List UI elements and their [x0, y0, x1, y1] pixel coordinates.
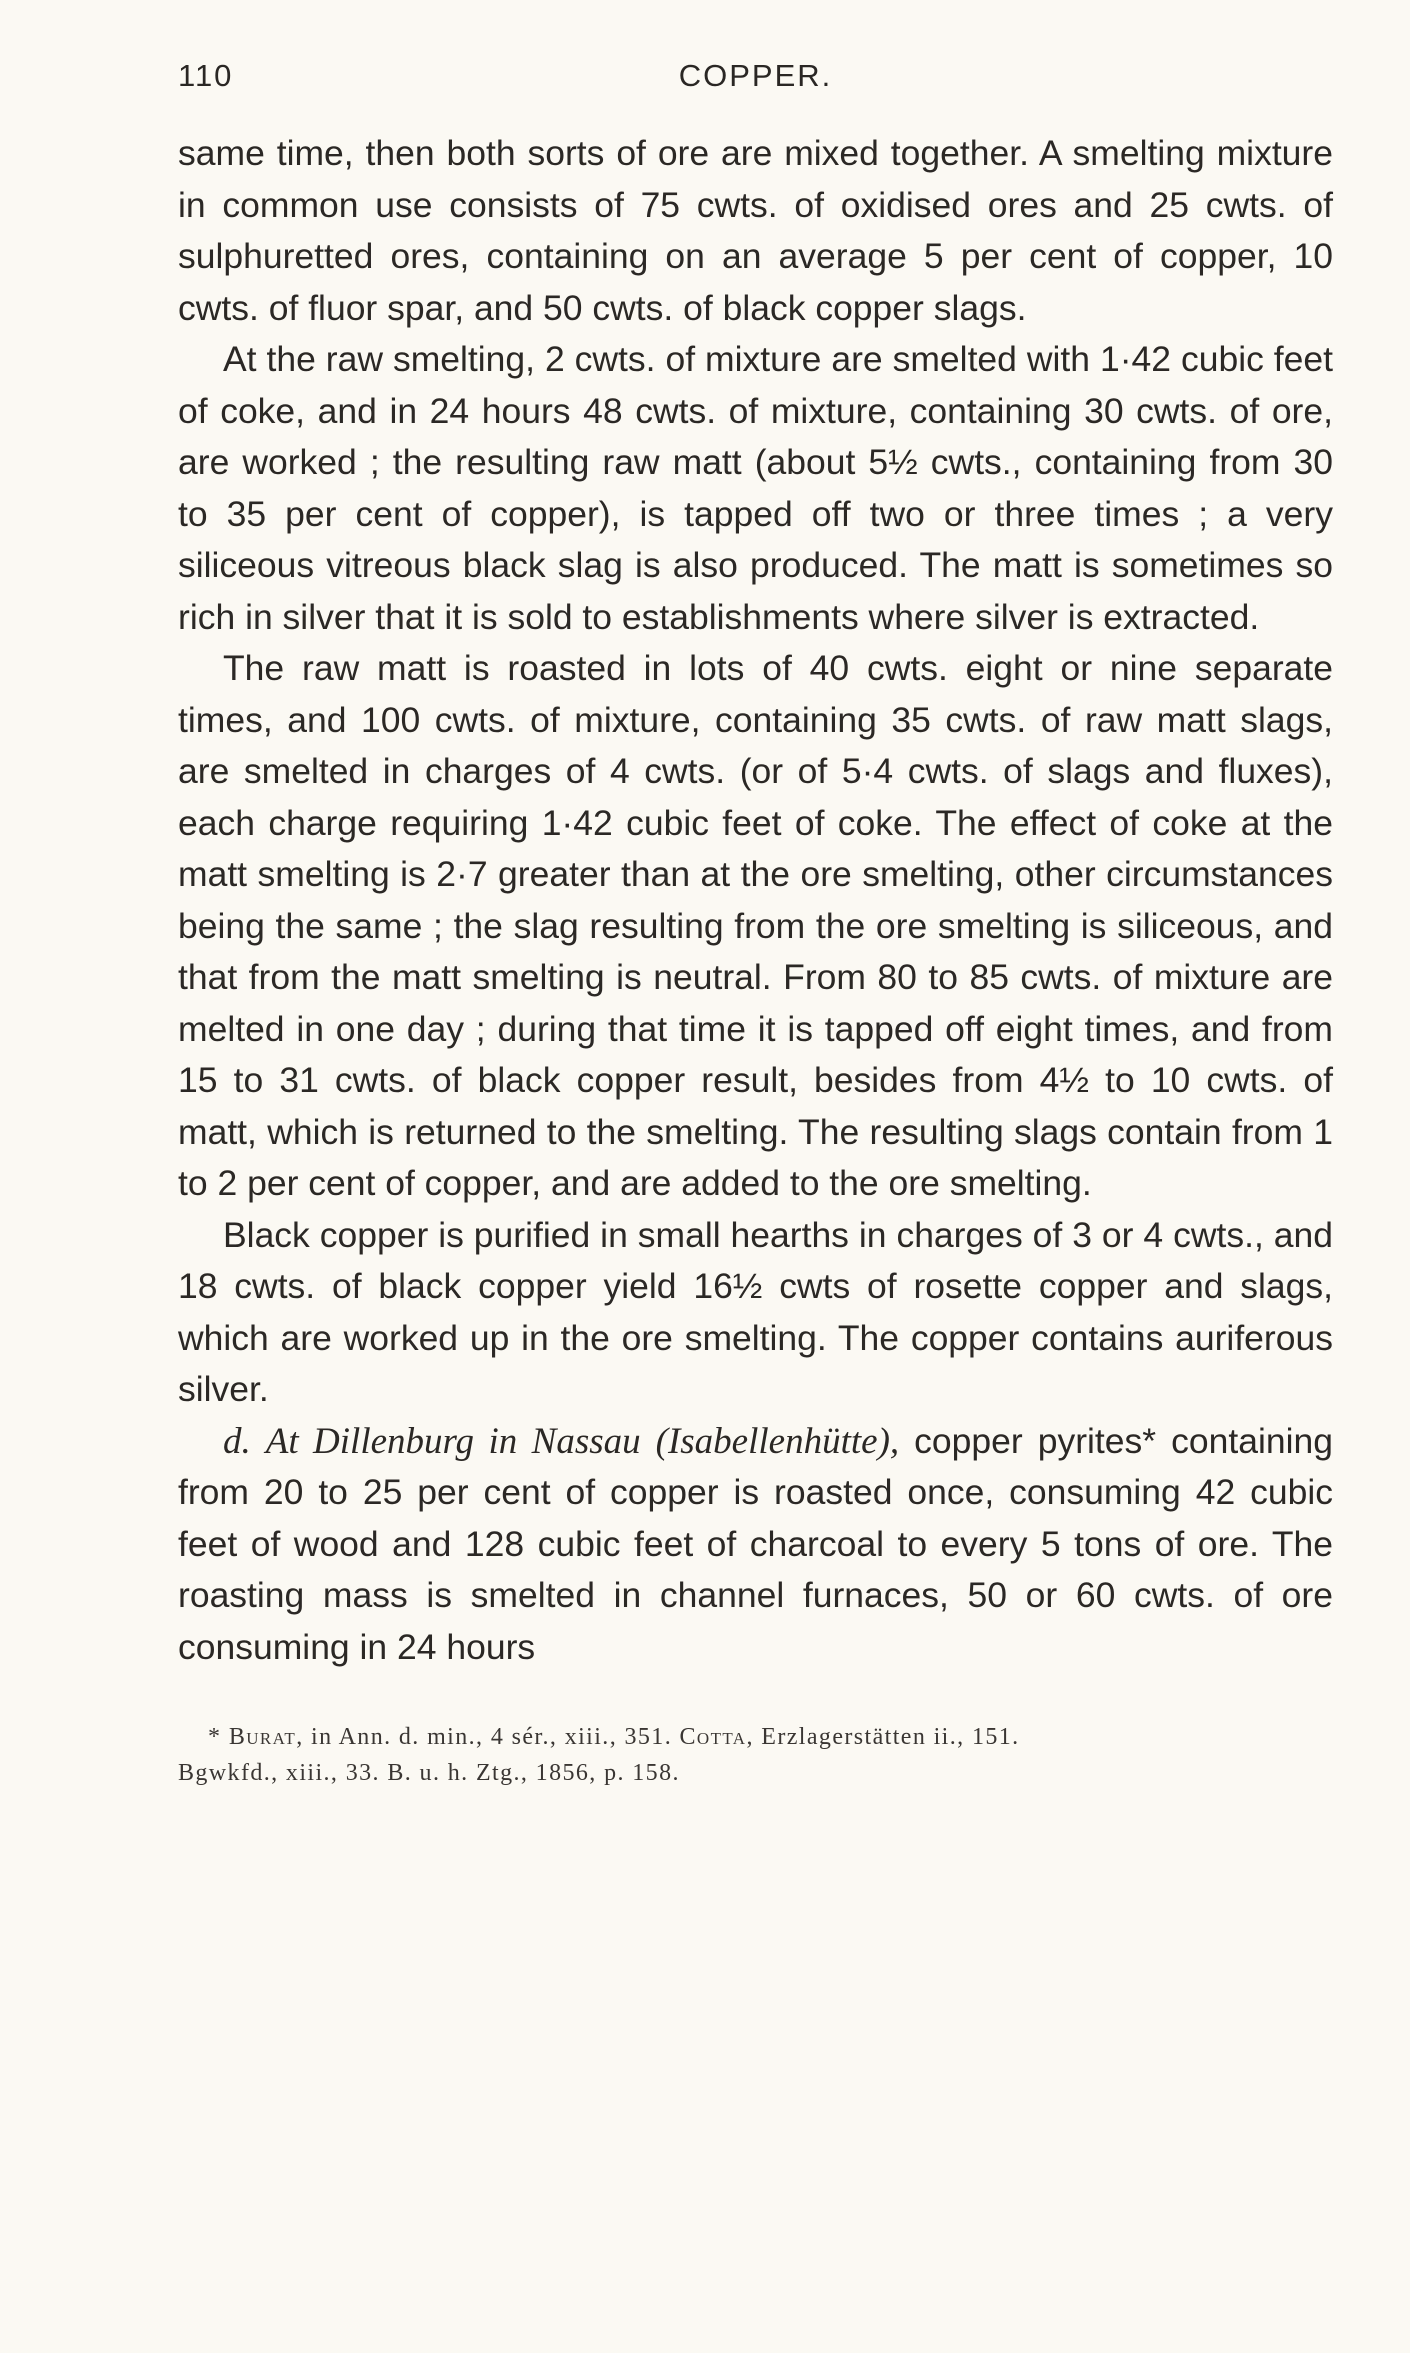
footnote-author-cotta: Cotta, [679, 1724, 754, 1750]
paragraph-raw-matt: The raw matt is roasted in lots of 40 cwts. eight or nine separate times, and 100 cwts. of mixture, containing 35 cwts. of raw matt slags, are smelted in charges of 4 cwts. (or of 5·4 cwts. of slags and fluxes), each charge requiring 1·42 cubic feet of coke. The effect of coke at the matt smelting is 2·7 greater than at the ore smelting, other circumstances being the same ; the slag resulting from the ore smelting is siliceous, and that from the matt smelting is neutral. From 80 to 85 cwts. of mixture are melted in one day ; during that time it is tapped off eight times, and from 15 to 31 cwts. of black copper result, besides from 4½ to 10 cwts. of matt, which is returned to the smelting. The resulting slags contain from 1 to 2 per cent of copper, and are added to the ore smelting. [178, 648, 1333, 1203]
body-text [178, 128, 1333, 1673]
page-number: 110 [178, 58, 234, 93]
footnote-ref-1: in Ann. d. min., 4 sér., xiii., 351. [311, 1724, 673, 1750]
running-title: COPPER. [678, 58, 833, 93]
paragraph-section-d [178, 1416, 1333, 1674]
paragraph-raw-smelting: At the raw smelting, 2 cwts. of mixture are smelted with 1·42 cubic feet of coke, and in 24 hours 48 cwts. of mixture, containing 30 cwts. of ore, are worked ; the resulting raw matt (about 5½ cwts., containing from 30 to 35 per cent of copper), is tapped off two or three times ; a very siliceous vitreous black slag is also produced. The matt is sometimes so rich in silver that it is sold to establishments where silver is extracted. [178, 339, 1333, 637]
footnote-mark: * [208, 1724, 222, 1750]
footnote-line-2: Bgwkfd., xiii., 33. B. u. h. Ztg., 1856, p. 158. [178, 1760, 680, 1786]
section-d-text: copper pyrites* containing from 20 to 25 per cent of copper is roasted once, consuming 42 cubic feet of wood and 128 cubic feet of charcoal to every 5 tons of ore. The roasting mass is smelted in channel furnaces, 50 or 60 cwts. of ore consuming in 24 hours [178, 1420, 1333, 1667]
paragraph-black-copper: Black copper is purified in small hearths in charges of 3 or 4 cwts., and 18 cwts. of black copper yield 16½ cwts of rosette copper and slags, which are worked up in the ore smelting. The copper contains auriferous silver. [178, 1214, 1333, 1409]
section-place: At Dillenburg in Nassau [265, 1420, 641, 1462]
page-header [178, 50, 1333, 106]
footnote [178, 1719, 1333, 1791]
section-works: (Isabellenhütte), [655, 1420, 900, 1462]
footnote-ref-2: Erzlagerstätten ii., 151. [761, 1724, 1020, 1750]
section-label: d. [223, 1420, 251, 1462]
book-page [178, 50, 1333, 1791]
footnote-author-burat: Burat, [228, 1724, 304, 1750]
footnote-line-1 [178, 1719, 1333, 1755]
paragraph-continuation: same time, then both sorts of ore are mixed together. A smelting mixture in common use consists of 75 cwts. of oxidised ores and 25 cwts. of sulphuretted ores, containing on an average 5 per cent of copper, 10 cwts. of fluor spar, and 50 cwts. of black copper slags. [178, 133, 1333, 328]
